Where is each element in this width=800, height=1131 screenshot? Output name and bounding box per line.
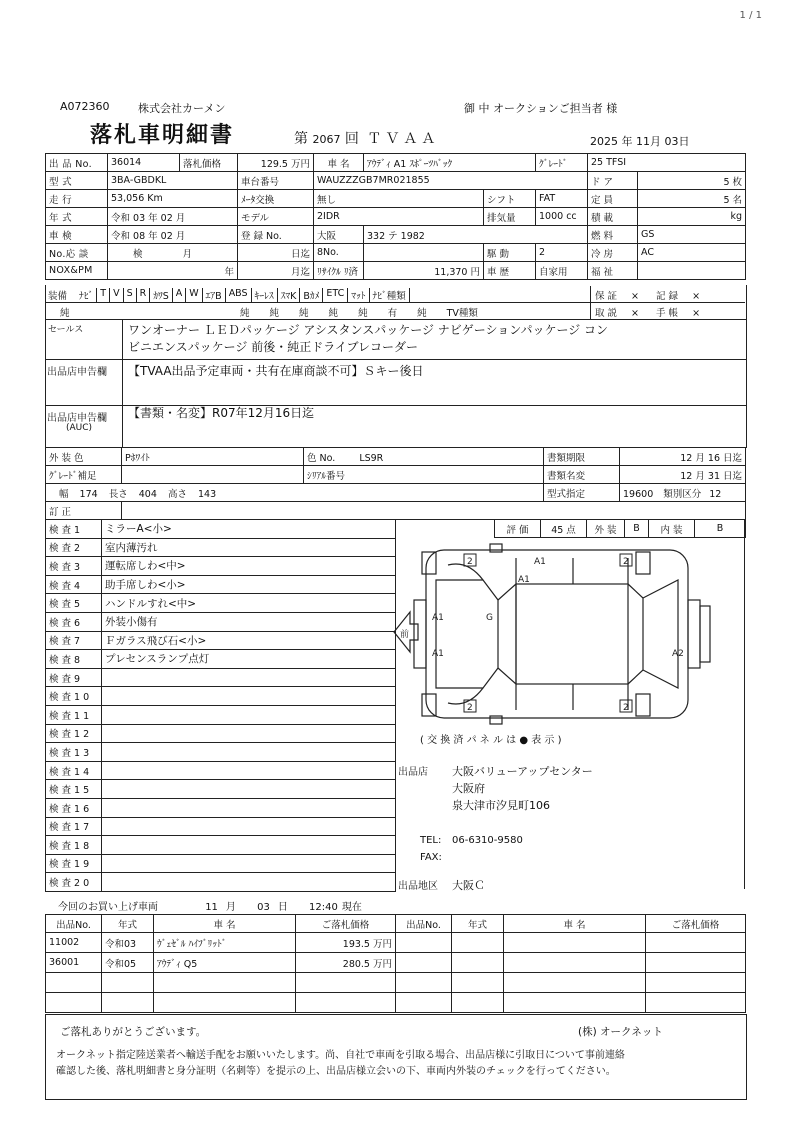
inspection-row <box>46 520 396 539</box>
equipment-item: ﾅﾋﾞ <box>76 288 97 302</box>
inspection-label: 検 査 1 5 <box>46 780 102 799</box>
inspection-text: Ｆガラス飛び石<小> <box>102 631 396 650</box>
equipment-item: S <box>124 288 137 302</box>
exterior-color: Pﾎﾜｲﾄ <box>122 448 304 466</box>
vehicle-info-table: 出 品 No. 36014 落札価格 129.5 万円 車 名 ｱｳﾃﾞｨ A1 ｽﾎﾟｰﾂﾊﾞｯｸ ｸﾞﾚｰﾄﾞ 25 TFSI 型 式 3BA-GBDKL 車台番号 WAUZZZGB7MR021855 ド ア 5 枚 走 行 53,056 Km ﾒｰﾀ交換 無し シフト FAT 定 員 5 名 年 式 令和 03 年 02 月 モデル 2IDR 排気量 1000 cc 積 載 kg 車 検 令和 08 年 02 月 登 録 No. 大阪 332 テ 1982 燃 料 GS No.応 談 検 月 日迄 8No. 駆 動 2 冷 房 AC NOX&PM 年 月迄 ﾘｻｲｸﾙ ﾘ済 11,370 円 車 歴 自家用 福 祉 <box>45 153 746 280</box>
table-row <box>46 933 746 953</box>
damage-mark: 2 <box>623 703 629 713</box>
vehicle-history: 自家用 <box>536 262 588 280</box>
shift: FAT <box>536 190 588 208</box>
purchase-name: ｱｳﾃﾞｨ Q5 <box>154 953 296 973</box>
equipment-item: ﾏｯﾄ <box>348 288 369 302</box>
manual-mark: × <box>631 308 639 319</box>
session-info: 第 2067 回 ＴＶＡＡ <box>294 131 440 147</box>
damage-mark: A1 <box>534 557 546 567</box>
seller-notice-2-text: 【書類・名変】R07年12月16日迄 <box>128 406 315 420</box>
inspection-label: 検 査 6 <box>46 612 102 631</box>
equipment-item: ABS <box>226 288 252 302</box>
equipment-genuine-item: TV種類 <box>446 308 478 319</box>
inspection-text: 運転席しわ<中> <box>102 557 396 576</box>
equipment-item: ｴｱB <box>203 288 226 302</box>
model-year: 令和 03 年 02 月 <box>108 208 238 226</box>
inspection-row <box>46 612 396 631</box>
footer-note-1: オークネット指定陸送業者へ輸送手配をお願いいたします。尚、自社で車両を引取る場合、出品店様に引取日について事前連絡 <box>56 1050 625 1061</box>
recipient: 御 中 オークションご担当者 様 <box>464 102 618 115</box>
inspection-row <box>46 780 396 799</box>
equipment-item: T <box>97 288 110 302</box>
width: 174 <box>79 488 98 500</box>
inspection-label: 検 査 4 <box>46 575 102 594</box>
seller-tel: 06-6310-9580 <box>452 835 523 846</box>
meter-exchange: 無し <box>314 190 484 208</box>
inspection-label: 検 査 1 3 <box>46 743 102 762</box>
inspection-text <box>102 836 396 855</box>
inspection-row <box>46 873 396 892</box>
inspection-label: 検 査 7 <box>46 631 102 650</box>
damage-mark: A2 <box>672 649 684 659</box>
inspection-label: 検 査 1 7 <box>46 817 102 836</box>
inspection-row <box>46 668 396 687</box>
table-row <box>46 973 746 993</box>
thanks-message: ご落札ありがとうございます。 <box>60 1026 207 1038</box>
displacement: 1000 cc <box>536 208 588 226</box>
equipment-genuine-item: 有 <box>387 308 398 319</box>
inspection-label: 検 査 5 <box>46 594 102 613</box>
inspection-text <box>102 724 396 743</box>
inspection-text <box>102 873 396 892</box>
equipment-item: V <box>110 288 124 302</box>
inspection-label: 検 査 2 <box>46 538 102 557</box>
equipment-item: ｷｰﾚｽ <box>252 288 278 302</box>
inspection-label: 検 査 1 4 <box>46 761 102 780</box>
inspection-list <box>45 519 396 892</box>
equipment-item: ﾅﾋﾞ種類 <box>370 288 410 302</box>
inspection-text <box>102 668 396 687</box>
inspection-label: 検 査 1 2 <box>46 724 102 743</box>
inspection-text: 助手席しわ<小> <box>102 575 396 594</box>
inspection-label: 検 査 8 <box>46 650 102 669</box>
registration-area: 大阪 <box>314 226 364 244</box>
inspection-label: 検 査 1 8 <box>46 836 102 855</box>
inspection-row <box>46 705 396 724</box>
registration-number: 332 テ 1982 <box>364 226 588 244</box>
doors: 5 枚 <box>638 172 746 190</box>
equipment-item: ｽﾏK <box>278 288 301 302</box>
inspection-label: 検 査 1 9 <box>46 854 102 873</box>
equipment-item: A <box>173 288 187 302</box>
inspection-label: 検 査 9 <box>46 668 102 687</box>
inspection-row <box>46 687 396 706</box>
record-mark: × <box>692 291 701 302</box>
car-body-diagram <box>388 540 728 730</box>
exterior-grade: B <box>625 520 649 538</box>
warranty-mark: × <box>631 291 639 302</box>
load-capacity: kg <box>638 208 746 226</box>
auction-date: 2025 年 11月 03日 <box>590 135 690 148</box>
inspection-text <box>102 761 396 780</box>
purchases-header: 出品No. <box>46 915 102 933</box>
evaluation-score: 45 点 <box>541 520 587 538</box>
inspection-expiry: 令和 08 年 02 月 <box>108 226 238 244</box>
purchase-no: 11002 <box>46 933 102 953</box>
body-type: 2IDR <box>314 208 484 226</box>
type-designation: 19600 <box>623 488 654 500</box>
page-number: 1 / 1 <box>739 10 762 21</box>
inspection-row <box>46 631 396 650</box>
purchases-header: ご落札価格 <box>646 915 746 933</box>
inspection-label: 検 査 3 <box>46 557 102 576</box>
inspection-label: 検 査 2 0 <box>46 873 102 892</box>
equipment-item: ｶﾜS <box>150 288 173 302</box>
inspection-row <box>46 854 396 873</box>
lot-number: 36014 <box>108 154 180 172</box>
seller-name: 大阪バリューアップセンター <box>452 765 593 778</box>
purchases-header: ご落札価格 <box>296 915 396 933</box>
damage-mark: 2 <box>467 703 473 713</box>
equipment-genuine-item: 純 <box>328 308 339 319</box>
footer-company: (株) オークネット <box>578 1026 663 1038</box>
purchases-header: 車 名 <box>504 915 646 933</box>
front-label: 前 <box>400 630 410 640</box>
height: 143 <box>197 488 217 500</box>
grade: 25 TFSI <box>588 154 746 172</box>
inspection-row <box>46 798 396 817</box>
mileage: 53,056 Km <box>108 190 238 208</box>
damage-mark: A1 <box>432 613 444 623</box>
equipment-item: Bｶﾒ <box>300 288 323 302</box>
seller-notice-1-text: 【TVAA出品予定車両・共有在庫商談不可】Ｓキー後日 <box>128 364 424 378</box>
inspection-text: ミラーA<小> <box>102 520 396 539</box>
equipment-genuine-item: 純 <box>240 308 250 319</box>
purchase-name: ｳﾞｪｾﾞﾙ ﾊｲﾌﾞﾘｯﾄﾞ <box>154 933 296 953</box>
inspection-text <box>102 854 396 873</box>
inspection-row <box>46 575 396 594</box>
fuel: GS <box>638 226 746 244</box>
damage-mark: A1 <box>518 575 530 585</box>
table-row <box>46 993 746 1013</box>
handbook-mark: × <box>692 308 701 319</box>
inspection-row <box>46 724 396 743</box>
purchases-header: 出品No. <box>396 915 452 933</box>
inspection-label: 検 査 1 1 <box>46 705 102 724</box>
purchases-table <box>45 914 746 1013</box>
inspection-row <box>46 761 396 780</box>
inspection-text: 室内薄汚れ <box>102 538 396 557</box>
drive: 2 <box>536 244 588 262</box>
inspection-text: ハンドルすれ<中> <box>102 594 396 613</box>
inspection-text <box>102 705 396 724</box>
seller-address: 泉大津市汐見町106 <box>452 799 550 812</box>
equipment-label: 装備 <box>48 291 68 302</box>
inspection-row <box>46 836 396 855</box>
equipment-item: ETC <box>323 288 348 302</box>
equipment-genuine-item: 純 <box>417 308 427 319</box>
equipment-item: W <box>186 288 202 302</box>
chassis-number: WAUZZZGB7MR021855 <box>314 172 588 190</box>
equipment-genuine-item: 純 <box>299 308 309 319</box>
inspection-label: 検 査 1 0 <box>46 687 102 706</box>
name-change-deadline: 12 月 31 日迄 <box>620 466 746 484</box>
purchases-header: 年式 <box>452 915 504 933</box>
equipment-genuine-item: 純 <box>358 308 368 319</box>
inspection-text: 外装小傷有 <box>102 612 396 631</box>
document-title: 落札車明細書 <box>90 122 235 148</box>
purchase-price: 193.5 万円 <box>296 933 396 953</box>
inspection-label: 検 査 1 6 <box>46 798 102 817</box>
equipment-genuine-label: 純 <box>60 308 70 319</box>
inspection-text <box>102 743 396 762</box>
purchase-no: 36001 <box>46 953 102 973</box>
inspection-text: プレセンスランプ点灯 <box>102 650 396 669</box>
purchase-year: 令和03 <box>102 933 154 953</box>
inspection-text <box>102 798 396 817</box>
class-number: 12 <box>709 488 722 500</box>
inspection-text <box>102 817 396 836</box>
seller-area: 大阪Ｃ <box>452 879 485 892</box>
equipment-item: R <box>137 288 151 302</box>
equipment-items <box>76 288 410 302</box>
exterior-table: 外 装 色 Pﾎﾜｲﾄ 色 No. LS9R 書類期限 12 月 16 日迄 ｸﾞﾚｰﾄﾞ補足 ｼﾘｱﾙ番号 書類名変 12 月 31 日迄 幅 174 長さ 404 高さ 143 型式指定 19600 類別区分 12 訂 正 <box>45 447 746 520</box>
equipment-genuine-item: 純 <box>269 308 280 319</box>
seller-prefecture: 大阪府 <box>452 782 485 795</box>
inspection-row <box>46 817 396 836</box>
inspection-row <box>46 650 396 669</box>
purchases-caption: 今回のお買い上げ車両 11 月 03 日 12:40 現在 <box>58 902 362 913</box>
inspection-text <box>102 780 396 799</box>
damage-mark: 2 <box>623 557 629 567</box>
capacity: 5 名 <box>638 190 746 208</box>
inspection-row <box>46 538 396 557</box>
inspection-text <box>102 687 396 706</box>
purchase-year: 令和05 <box>102 953 154 973</box>
interior-grade: B <box>695 520 746 538</box>
recycle-fee: 11,370 円 <box>364 262 484 280</box>
inspection-label: 検 査 1 <box>46 520 102 539</box>
purchase-price: 280.5 万円 <box>296 953 396 973</box>
damage-mark: 2 <box>467 557 473 567</box>
air-conditioner: AC <box>638 244 746 262</box>
inspection-row <box>46 557 396 576</box>
documents-deadline: 12 月 16 日迄 <box>620 448 746 466</box>
damage-mark: A1 <box>432 649 444 659</box>
sales-points-line1: ワンオーナー ＬＥＤパッケージ アシスタンスパッケージ ナビゲーションパッケージ コン <box>128 323 609 337</box>
footer-note-2: 確認した後、落札明細書と身分証明（名刺等）を提示の上、出品店様立会いの下、車両内外装のチェックを行ってください。 <box>56 1066 616 1077</box>
sales-points-line2: ビニエンスパッケージ 前後・純正ドライブレコーダー <box>128 340 419 354</box>
diagram-legend: ( 交 換 済 パ ネ ル は ● 表 示 ) <box>420 735 562 746</box>
inspection-row <box>46 594 396 613</box>
buyer-company: 株式会社カーメン <box>138 102 226 115</box>
evaluation-table: 評 価 45 点 外 装 B 内 装 B <box>494 519 746 538</box>
purchases-header: 年式 <box>102 915 154 933</box>
winning-price: 129.5 万円 <box>238 154 314 172</box>
table-row <box>46 953 746 973</box>
purchases-header: 車 名 <box>154 915 296 933</box>
inspection-row <box>46 743 396 762</box>
length: 404 <box>138 488 157 500</box>
equipment-genuine-items <box>230 305 488 319</box>
damage-mark: G <box>486 613 493 623</box>
doc-id: A072360 <box>60 100 110 113</box>
model-code: 3BA-GBDKL <box>108 172 238 190</box>
car-name: ｱｳﾃﾞｨ A1 ｽﾎﾟｰﾂﾊﾞｯｸ <box>364 154 536 172</box>
color-number: LS9R <box>359 452 384 464</box>
